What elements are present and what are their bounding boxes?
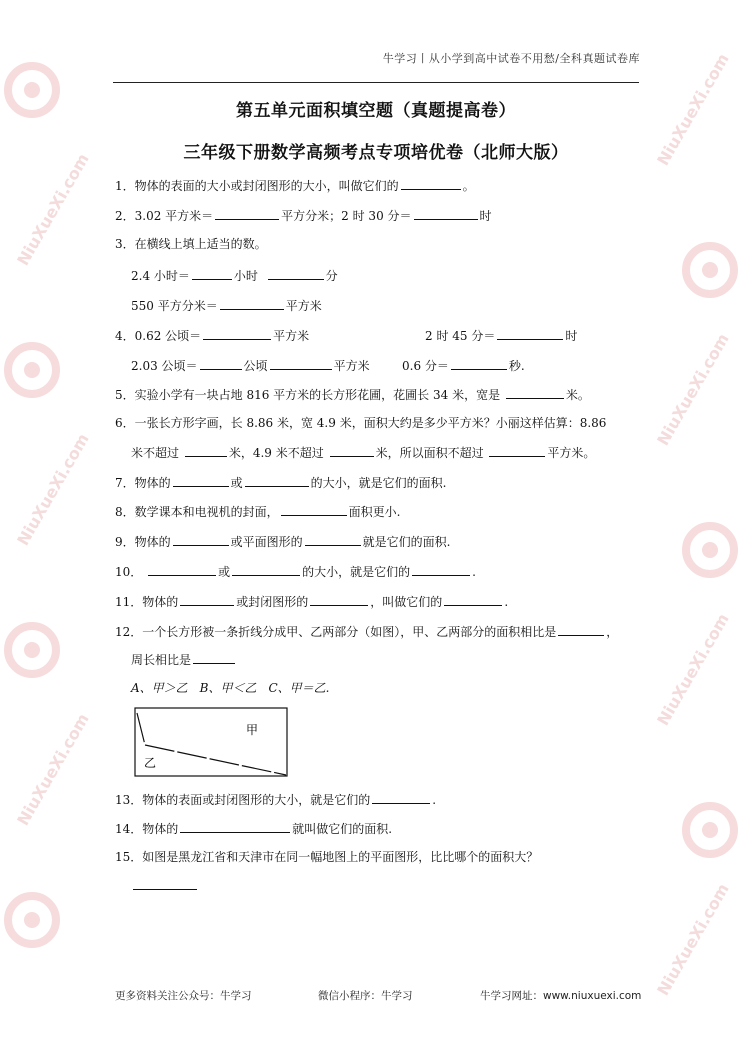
q12-text-2: 周长相比是 xyxy=(131,653,192,667)
q1-blank[interactable] xyxy=(401,176,461,190)
q10-blank-3[interactable] xyxy=(412,562,470,576)
question-6-line-2 xyxy=(131,443,595,461)
q9-text-2: 或平面图形的 xyxy=(230,535,303,549)
q10-text-4: . xyxy=(472,565,476,579)
question-1 xyxy=(115,176,475,194)
watermark-logo-right-2 xyxy=(680,520,740,580)
q7-text-1: 7．物体的 xyxy=(115,476,171,490)
question-4-line-a xyxy=(115,326,309,344)
q3b-text-2: 平方米 xyxy=(285,299,322,313)
q2-text-2: 平方分米；2 时 30 分＝ xyxy=(281,209,412,223)
q6-blank-1[interactable] xyxy=(185,443,227,457)
q1-end: 。 xyxy=(462,179,475,193)
q8-text-1: 8．数学课本和电视机的封面， xyxy=(115,505,279,519)
footer-right: 牛学习网址：www.niuxuexi.com xyxy=(480,990,642,1002)
watermark-text-left-2: NiuXueXi.com xyxy=(13,430,93,549)
figure-rectangle xyxy=(135,708,287,776)
watermark-text-right-2: NiuXueXi.com xyxy=(653,330,733,449)
question-4-line-b xyxy=(425,326,577,344)
q11-text-4: . xyxy=(504,595,509,609)
q12-text-1-end: ， xyxy=(606,625,619,639)
page-title: 第五单元面积填空题（真题提高卷） xyxy=(236,101,516,121)
q2-text-1: 2．3.02 平方米＝ xyxy=(115,209,214,223)
q3a-blank-2[interactable] xyxy=(268,266,324,280)
watermark-logo-left-4 xyxy=(2,890,62,950)
question-3-line-a xyxy=(131,266,338,284)
q4c-text-1: 2.03 公顷＝ xyxy=(131,359,198,373)
watermark-logo-right-3 xyxy=(680,800,740,860)
watermark-text-right-1: NiuXueXi.com xyxy=(653,50,733,169)
q12-figure xyxy=(134,707,290,779)
q4d-text-2: 秒. xyxy=(508,359,525,373)
q11-text-1: 11．物体的 xyxy=(115,595,179,609)
q7-blank-2[interactable] xyxy=(245,473,309,487)
header-rule xyxy=(113,82,639,83)
header-text: 牛学习丨从小学到高中试卷不用愁/全科真题试卷库 xyxy=(382,52,640,65)
q14-blank[interactable] xyxy=(180,819,290,833)
q11-blank-1[interactable] xyxy=(180,592,234,606)
q14-text-2: 就叫做它们的面积. xyxy=(292,822,393,836)
watermark-text-right-3: NiuXueXi.com xyxy=(653,610,733,729)
q3a-text-3: 分 xyxy=(325,269,338,283)
q15-blank[interactable] xyxy=(133,876,197,890)
figure-label-yi: 乙 xyxy=(144,756,157,770)
q4a-text-2: 平方米 xyxy=(273,329,310,343)
question-10 xyxy=(115,562,476,580)
q6-blank-2[interactable] xyxy=(330,443,374,457)
q10-text-1: 10． xyxy=(115,565,143,579)
question-2 xyxy=(115,206,492,224)
q12-blank-1[interactable] xyxy=(558,622,604,636)
q3a-blank-1[interactable] xyxy=(192,266,232,280)
q3a-text-2: 小时 xyxy=(233,269,258,283)
q3a-text-1: 2.4 小时＝ xyxy=(131,269,190,283)
question-9 xyxy=(115,532,450,550)
q4a-blank[interactable] xyxy=(203,326,271,340)
q2-blank-1[interactable] xyxy=(215,206,279,220)
q1-text: 1．物体的表面的大小或封闭图形的大小，叫做它们的 xyxy=(115,179,399,193)
q8-text-2: 面积更小. xyxy=(348,505,401,519)
question-4-line-c xyxy=(131,356,370,374)
question-3: 3．在横线上填上适当的数。 xyxy=(115,237,267,251)
q4d-blank[interactable] xyxy=(451,356,507,370)
watermark-logo-left-3 xyxy=(2,620,62,680)
q6-blank-3[interactable] xyxy=(489,443,545,457)
q4b-text-1: 2 时 45 分＝ xyxy=(425,329,496,343)
q7-text-3: 的大小，就是它们的面积. xyxy=(310,476,447,490)
q13-text-1: 13．物体的表面或封闭图形的大小，就是它们的 xyxy=(115,793,371,807)
q10-blank-1[interactable] xyxy=(148,562,216,576)
q4b-blank[interactable] xyxy=(497,326,563,340)
q11-text-2: 或封闭图形的 xyxy=(236,595,309,609)
q4c-text-2: 公顷 xyxy=(243,359,268,373)
q5-blank[interactable] xyxy=(506,385,564,399)
question-12-line-1 xyxy=(115,622,618,640)
watermark-text-left-3: NiuXueXi.com xyxy=(13,710,93,829)
q14-text-1: 14．物体的 xyxy=(115,822,179,836)
figure-label-jia: 甲 xyxy=(246,723,259,737)
q6-text-2: 米，4.9 米不超过 xyxy=(228,446,324,460)
q2-blank-2[interactable] xyxy=(414,206,478,220)
q10-text-2: 或 xyxy=(218,565,231,579)
q9-text-3: 就是它们的面积. xyxy=(362,535,451,549)
question-13 xyxy=(115,790,436,808)
q6-text-1: 米不超过 xyxy=(131,446,180,460)
question-11 xyxy=(115,592,508,610)
q9-blank-2[interactable] xyxy=(305,532,361,546)
watermark-logo-right-1 xyxy=(680,240,740,300)
q13-text-2: . xyxy=(432,793,437,807)
q8-blank[interactable] xyxy=(281,502,347,516)
q4c-blank-1[interactable] xyxy=(200,356,242,370)
question-12-options: A、甲＞乙 B、甲＜乙 C、甲＝乙. xyxy=(131,681,330,695)
q7-blank-1[interactable] xyxy=(173,473,229,487)
question-3-line-b xyxy=(131,296,322,314)
q7-text-2: 或 xyxy=(230,476,243,490)
q5-text: 5．实验小学有一块占地 816 平方米的长方形花圃，花圃长 34 米，宽是 xyxy=(115,388,501,402)
q10-text-3: 的大小，就是它们的 xyxy=(302,565,411,579)
question-15-answer xyxy=(131,876,199,894)
q11-text-3: ，叫做它们的 xyxy=(370,595,443,609)
q11-blank-2[interactable] xyxy=(310,592,368,606)
question-6-line-1: 6．一张长方形字画，长 8.86 米，宽 4.9 米，面积大约是多少平方米？小丽这样估算：8.86 xyxy=(115,416,607,430)
question-7 xyxy=(115,473,446,491)
question-14 xyxy=(115,819,392,837)
q2-text-3: 时 xyxy=(479,209,492,223)
q5-end: 米。 xyxy=(565,388,590,402)
q4a-text-1: 4．0.62 公顷＝ xyxy=(115,329,202,343)
q4c-blank-2[interactable] xyxy=(270,356,332,370)
question-15: 15．如图是黑龙江省和天津市在同一幅地图上的平面图形，比比哪个的面积大？ xyxy=(115,850,539,864)
q4b-text-2: 时 xyxy=(565,329,578,343)
q3b-blank[interactable] xyxy=(220,296,284,310)
q12-blank-2[interactable] xyxy=(193,650,235,664)
question-12-line-2 xyxy=(131,650,237,668)
page-subtitle: 三年级下册数学高频考点专项培优卷（北师大版） xyxy=(183,143,569,163)
question-8 xyxy=(115,502,400,520)
q9-blank-1[interactable] xyxy=(173,532,229,546)
q12-text-1: 12．一个长方形被一条折线分成甲、乙两部分（如图），甲、乙两部分的面积相比是 xyxy=(115,625,557,639)
footer-middle: 微信小程序：牛学习 xyxy=(318,990,413,1002)
footer-left: 更多资料关注公众号：牛学习 xyxy=(115,990,252,1002)
q9-text-1: 9．物体的 xyxy=(115,535,171,549)
q10-blank-2[interactable] xyxy=(232,562,300,576)
q6-text-3: 米，所以面积不超过 xyxy=(375,446,484,460)
q3b-text-1: 550 平方分米＝ xyxy=(131,299,218,313)
figure-fold-line xyxy=(137,713,286,775)
question-5 xyxy=(115,385,590,403)
watermark-text-left-1: NiuXueXi.com xyxy=(13,150,93,269)
q11-blank-3[interactable] xyxy=(444,592,502,606)
watermark-logo-left-2 xyxy=(2,340,62,400)
question-4-line-d xyxy=(402,356,525,374)
q6-text-4: 平方米。 xyxy=(547,446,596,460)
q4d-text-1: 0.6 分＝ xyxy=(402,359,449,373)
watermark-text-right-4: NiuXueXi.com xyxy=(653,880,733,999)
q4c-text-3: 平方米 xyxy=(333,359,370,373)
q13-blank[interactable] xyxy=(372,790,430,804)
